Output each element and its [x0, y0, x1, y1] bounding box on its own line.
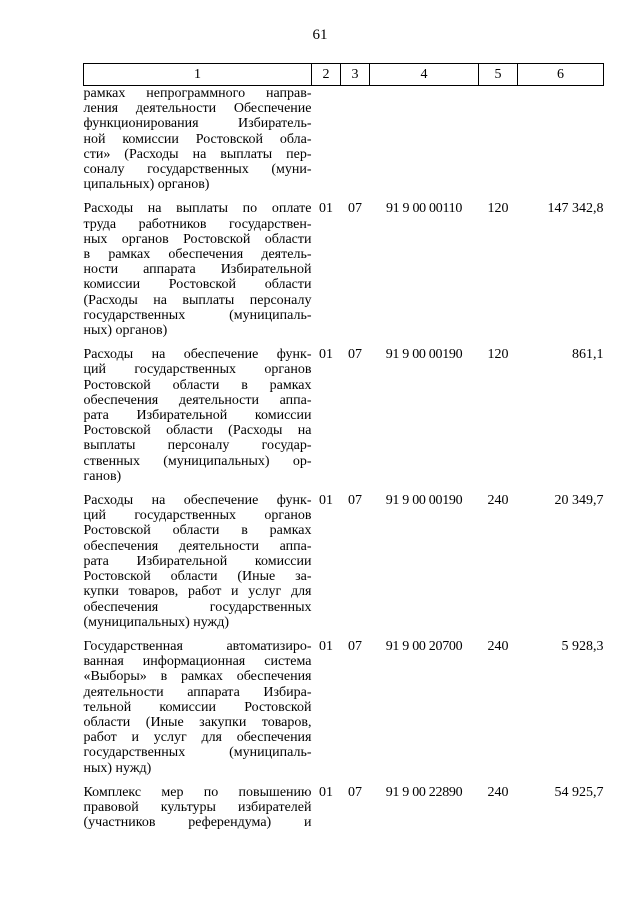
description-line: ных органов Ростовской области [83, 231, 312, 247]
subsection-code-cell: 07 [348, 347, 362, 363]
table-header-row [84, 64, 604, 86]
row-spacer-cell [84, 192, 604, 201]
row-spacer [84, 776, 604, 785]
expense-type-code-cell: 120 [487, 347, 509, 363]
description-line: ванная информационная система [83, 654, 312, 670]
table-row [84, 639, 604, 776]
description-line: рата Избирательной комиссии [83, 408, 312, 424]
section-code-cell: 01 [319, 201, 333, 217]
column-header-4: 4 [370, 64, 479, 86]
amount-cell: 20 349,7 [554, 493, 604, 509]
description-line: ности аппарата Избирательной [83, 262, 312, 278]
description-line: правовой культуры избирателей [83, 799, 312, 815]
expense-type-code-cell: 120 [487, 201, 509, 217]
description-line: обеспечения государственных [83, 599, 312, 615]
description-line: соналу государственных (муни- [83, 162, 312, 178]
expense-description-cell [84, 493, 312, 630]
amount-cell: 147 342,8 [547, 201, 604, 217]
expense-description-cell [84, 86, 312, 193]
table-body [84, 86, 604, 831]
expense-type-code-cell: 240 [487, 784, 509, 800]
description-line: обеспечения деятельности аппа- [83, 392, 312, 408]
column-header-5: 5 [479, 64, 518, 86]
description-line: деятельности аппарата Избира- [83, 684, 312, 700]
expense-type-code-cell [479, 86, 518, 193]
description-line: ципальных) органов) [83, 177, 210, 193]
description-line: работ и услуг для обеспечения [83, 730, 312, 746]
target-item-code-cell: 91 9 00 00190 [385, 493, 463, 509]
description-line: Ростовской области в рамках [83, 377, 312, 393]
expense-description-cell [84, 639, 312, 776]
row-spacer-cell [84, 630, 604, 639]
column-header-3: 3 [341, 64, 370, 86]
description-line: области (Иные закупки товаров, [83, 714, 312, 730]
amount-cell [518, 86, 604, 193]
description-line: выплаты персоналу государ- [83, 438, 312, 454]
description-line: государственных (муниципаль- [83, 745, 312, 761]
amount-cell: 54 925,7 [554, 784, 604, 800]
description-line: «Выборы» в рамках обеспечения [83, 669, 312, 685]
description-line: сти» (Расходы на выплаты пер- [83, 146, 312, 162]
section-code-cell: 01 [319, 493, 333, 509]
column-header-1: 1 [84, 64, 312, 86]
table-row [84, 785, 604, 831]
section-code-cell [312, 86, 341, 193]
row-spacer [84, 338, 604, 347]
description-line: ственных (муниципальных) ор- [83, 453, 312, 469]
target-item-code-cell: 91 9 00 22890 [385, 784, 463, 800]
column-header-2: 2 [312, 64, 341, 86]
description-line: ций государственных органов [83, 362, 312, 378]
description-line: ления деятельности Обеспечение [83, 101, 312, 117]
row-spacer-cell [84, 338, 604, 347]
page-number: 61 [312, 27, 328, 43]
description-line: функционирования Избиратель- [83, 116, 312, 132]
description-line: ных) нужд) [83, 760, 152, 776]
description-line: в рамках обеспечения деятель- [83, 247, 312, 263]
description-line: (участников референдума) и [83, 815, 312, 831]
description-line: рата Избирательной комиссии [83, 553, 312, 569]
expense-description-cell [84, 347, 312, 484]
row-spacer-cell [84, 484, 604, 493]
subsection-code-cell [341, 86, 370, 193]
description-line: тельной комиссии Ростовской [83, 699, 312, 715]
description-line: (Расходы на выплаты персоналу [83, 292, 312, 308]
table-row [84, 493, 604, 630]
description-line: государственных (муниципаль- [83, 307, 312, 323]
table-row [84, 201, 604, 338]
row-spacer-cell [84, 776, 604, 785]
description-line: Государственная автоматизиро- [83, 638, 312, 654]
section-code-cell: 01 [319, 638, 333, 654]
description-line: Расходы на обеспечение функ- [83, 347, 312, 363]
row-spacer [84, 630, 604, 639]
subsection-code-cell: 07 [348, 201, 362, 217]
target-item-code-cell: 91 9 00 20700 [385, 638, 463, 654]
target-item-code-cell: 91 9 00 00110 [385, 201, 463, 217]
description-line: Комплекс мер по повышению [83, 784, 312, 800]
budget-table [83, 63, 604, 830]
description-line: рамках непрограммного направ- [83, 86, 312, 101]
expense-description-cell [84, 785, 312, 831]
row-spacer [84, 192, 604, 201]
expense-type-code-cell: 240 [487, 638, 509, 654]
amount-cell: 5 928,3 [561, 638, 604, 654]
subsection-code-cell: 07 [348, 638, 362, 654]
description-line: Ростовской области (Расходы на [83, 423, 312, 439]
target-item-code-cell: 91 9 00 00190 [385, 347, 463, 363]
column-header-6: 6 [518, 64, 604, 86]
subsection-code-cell: 07 [348, 784, 362, 800]
table-row [84, 347, 604, 484]
table-row [84, 86, 604, 193]
expense-type-code-cell: 240 [487, 493, 509, 509]
expense-description-cell [84, 201, 312, 338]
description-line: Расходы на выплаты по оплате [83, 201, 312, 217]
section-code-cell: 01 [319, 784, 333, 800]
description-line: (муниципальных) нужд) [83, 614, 230, 630]
description-line: купки товаров, работ и услуг для [83, 584, 312, 600]
description-line: труда работников государствен- [83, 216, 312, 232]
row-spacer [84, 484, 604, 493]
description-line: ных) органов) [83, 323, 168, 339]
description-line: комиссии Ростовской области [83, 277, 312, 293]
target-item-code-cell [370, 86, 479, 193]
description-line: Ростовской области (Иные за- [83, 569, 312, 585]
amount-cell: 861,1 [572, 347, 604, 363]
description-line: ций государственных органов [83, 508, 312, 524]
description-line: обеспечения деятельности аппа- [83, 538, 312, 554]
description-line: Ростовской области в рамках [83, 523, 312, 539]
description-line: Расходы на обеспечение функ- [83, 493, 312, 509]
section-code-cell: 01 [319, 347, 333, 363]
description-line: ной комиссии Ростовской обла- [83, 131, 312, 147]
subsection-code-cell: 07 [348, 493, 362, 509]
description-line: ганов) [83, 468, 122, 484]
